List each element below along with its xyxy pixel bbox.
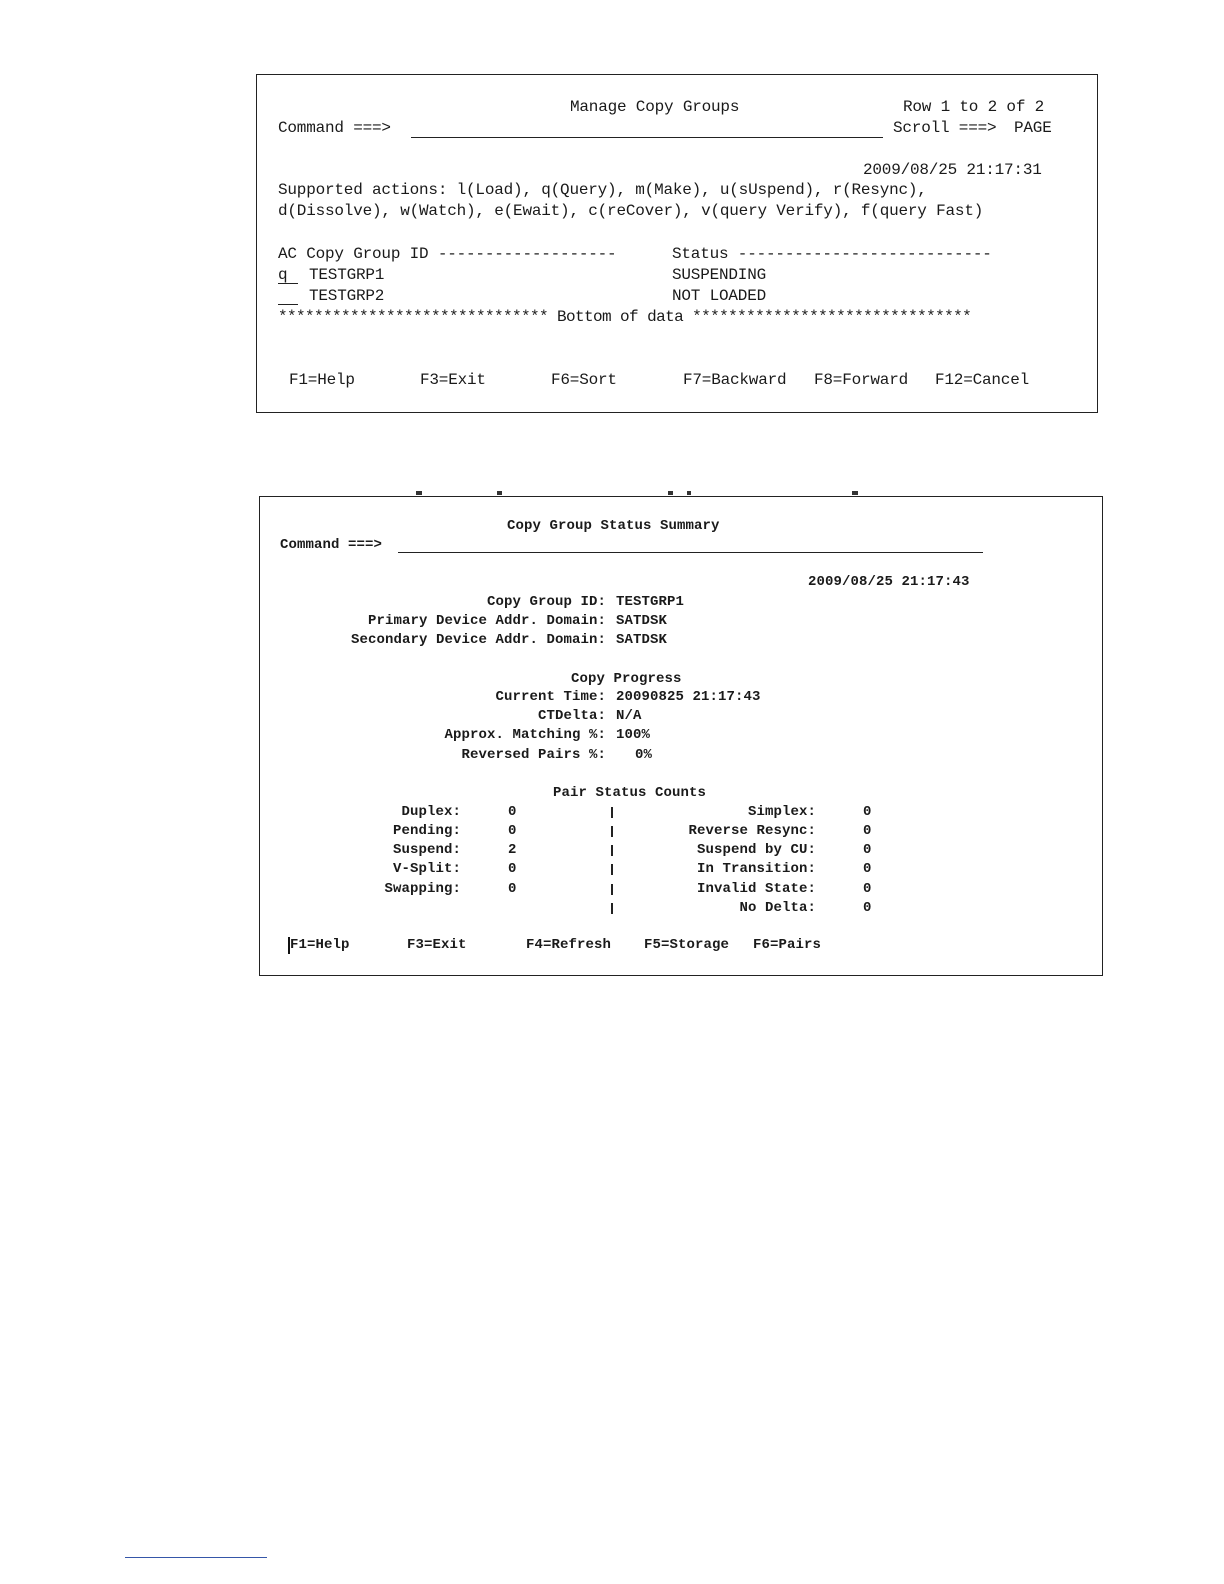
- supported-actions-line-1: Supported actions: l(Load), q(Query), m(Make), u(sUspend), r(Resync),: [278, 181, 927, 199]
- in-transition-label: In Transition:: [696, 861, 816, 877]
- f3-exit-key[interactable]: F3=Exit: [407, 937, 467, 953]
- v-split-count: 0: [508, 861, 517, 877]
- f1-help-key[interactable]: F1=Help: [290, 937, 350, 953]
- swapping-label: Swapping:: [384, 881, 461, 897]
- copy-group-status-summary-panel: [259, 496, 1103, 976]
- column-separator: [611, 826, 613, 837]
- ctdelta-value: N/A: [616, 708, 642, 724]
- ctdelta-label: CTDelta:: [537, 708, 606, 724]
- primary-domain-value: SATDSK: [616, 613, 668, 629]
- in-transition-count: 0: [863, 861, 872, 877]
- column-separator: [611, 845, 613, 856]
- swapping-count: 0: [508, 881, 517, 897]
- primary-domain-label: Primary Device Addr. Domain:: [367, 613, 606, 629]
- simplex-count: 0: [863, 804, 872, 820]
- column-separator: [611, 884, 613, 895]
- command-label: Command ===>: [280, 537, 383, 553]
- duplex-label: Duplex:: [401, 804, 461, 820]
- command-input-underline: [411, 137, 883, 138]
- f4-refresh-key[interactable]: F4=Refresh: [526, 937, 612, 953]
- timestamp: 2009/08/25 21:17:43: [808, 574, 970, 590]
- command-input-underline: [398, 552, 983, 553]
- copy-group-id: TESTGRP1: [309, 266, 385, 284]
- reversed-pairs-value: 0%: [634, 747, 652, 763]
- suspend-by-cu-label: Suspend by CU:: [696, 842, 816, 858]
- row-action-field[interactable]: q: [278, 266, 288, 284]
- current-time-value: 20090825 21:17:43: [616, 689, 761, 705]
- secondary-domain-value: SATDSK: [616, 632, 668, 648]
- pending-count: 0: [508, 823, 517, 839]
- suspend-by-cu-count: 0: [863, 842, 872, 858]
- footnote-rule: [125, 1557, 267, 1558]
- f6-pairs-key[interactable]: F6=Pairs: [753, 937, 822, 953]
- no-delta-count: 0: [863, 900, 872, 916]
- bottom-of-data-marker: ****************************** Bottom of data *******************************: [278, 308, 972, 326]
- approx-matching-label: Approx. Matching %:: [444, 727, 606, 743]
- simplex-label: Simplex:: [747, 804, 816, 820]
- column-header-status: Status ---------------------------: [672, 245, 992, 263]
- f1-help-key[interactable]: F1=Help: [289, 371, 355, 389]
- cropped-text-fragment: [668, 491, 673, 495]
- no-delta-label: No Delta:: [739, 900, 816, 916]
- row-action-underline: [278, 304, 298, 305]
- command-label: Command ===>: [278, 119, 391, 137]
- f12-cancel-key[interactable]: F12=Cancel: [935, 371, 1030, 389]
- approx-matching-value: 100%: [616, 727, 651, 743]
- invalid-state-count: 0: [863, 881, 872, 897]
- scroll-label: Scroll ===>: [893, 119, 997, 137]
- secondary-domain-label: Secondary Device Addr. Domain:: [350, 632, 606, 648]
- current-time-label: Current Time:: [495, 689, 606, 705]
- row-action-underline: [278, 283, 298, 284]
- suspend-label: Suspend:: [392, 842, 461, 858]
- copy-group-id-label: Copy Group ID:: [486, 594, 606, 610]
- f6-sort-key[interactable]: F6=Sort: [551, 371, 617, 389]
- column-separator: [611, 807, 613, 818]
- scroll-amount-field[interactable]: PAGE: [1014, 119, 1052, 137]
- panel-title: Manage Copy Groups: [570, 98, 740, 116]
- invalid-state-label: Invalid State:: [696, 881, 816, 897]
- cropped-text-fragment: [852, 491, 858, 495]
- f7-backward-key[interactable]: F7=Backward: [683, 371, 787, 389]
- copy-group-id: TESTGRP2: [309, 287, 385, 305]
- cropped-text-fragment: [687, 491, 691, 495]
- cropped-text-fragment: [497, 491, 502, 495]
- cropped-text-fragment: [416, 491, 422, 495]
- pair-status-counts-heading: Pair Status Counts: [553, 785, 707, 801]
- suspend-count: 2: [508, 842, 517, 858]
- reverse-resync-label: Reverse Resync:: [688, 823, 816, 839]
- row-info: Row 1 to 2 of 2: [903, 98, 1045, 116]
- v-split-label: V-Split:: [392, 861, 461, 877]
- copy-group-id-value: TESTGRP1: [616, 594, 685, 610]
- reversed-pairs-label: Reversed Pairs %:: [461, 747, 606, 763]
- pending-label: Pending:: [392, 823, 461, 839]
- f8-forward-key[interactable]: F8=Forward: [814, 371, 909, 389]
- column-header-copy-group-id: AC Copy Group ID -------------------: [278, 245, 617, 263]
- copy-group-status: NOT LOADED: [672, 287, 767, 305]
- panel-title: Copy Group Status Summary: [507, 518, 720, 534]
- column-separator: [611, 864, 613, 875]
- manage-copy-groups-panel: [256, 74, 1098, 413]
- reverse-resync-count: 0: [863, 823, 872, 839]
- duplex-count: 0: [508, 804, 517, 820]
- copy-progress-heading: Copy Progress: [571, 671, 682, 687]
- column-separator: [611, 903, 613, 914]
- timestamp: 2009/08/25 21:17:31: [863, 161, 1042, 179]
- supported-actions-line-2: d(Dissolve), w(Watch), e(Ewait), c(reCover), v(query Verify), f(query Fast): [278, 202, 984, 220]
- f3-exit-key[interactable]: F3=Exit: [420, 371, 486, 389]
- copy-group-status: SUSPENDING: [672, 266, 767, 284]
- f5-storage-key[interactable]: F5=Storage: [644, 937, 730, 953]
